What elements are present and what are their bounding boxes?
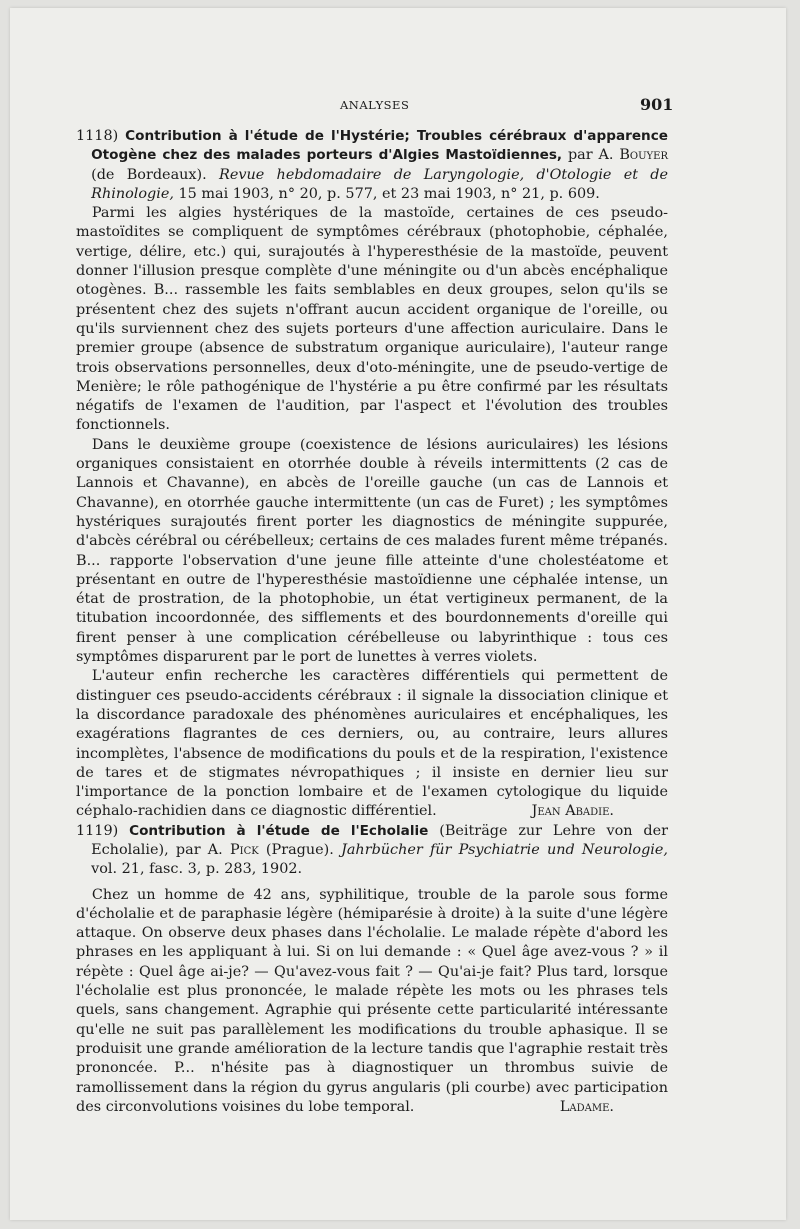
german-title: (Beiträge zur Lehre von der Echolalie), <box>91 822 668 858</box>
author-prefix: par A. <box>567 147 614 164</box>
paragraph-text: L'auteur enfin recherche les caractères différentiels qui permettent de distinguer ces pseudo-accidents cérébraux : il signale la dissociation clinique et la discordance paradoxale des phénomènes auriculaires et encéphaliques, les exagérations flagrantes de ces derniers, ou, au contraire, leurs allures incomplètes, l'absence de modifications du pouls et de la respiration, l'existence de tares et de stigmates névropathiques ; il insiste en dernier lieu sur l'importance de la ponction lombaire et de l'examen cytologique du liquide céphalo-rachidien dans ce diagnostic différentiel. <box>76 668 668 820</box>
author-prefix: par A. <box>175 841 223 858</box>
paragraph-text: Chez un homme de 42 ans, syphilitique, trouble de la parole sous forme d'écholalie et de paraphasie légère (hémiparésie à droite) à la suite d'une légère attaque. On observe deux phases dans l'écholalie. Le malade répète d'abord les phrases en les appliquant à lui. Si on lui demande : « Quel âge avez-vous ? » il répète : Quel âge ai-je? — Qu'avez-vous fait ? — Qu'ai-je fait? Plus tard, lorsque l'écholalie est plus prononcée, le malade répète les mots ou les phrases tels quels, sans changement. Agraphie qui présente cette particularité intéressante qu'elle ne suit pas parallèlement les modifications du trouble aphasique. Il se produisit une grande amélioration de la lecture tandis que l'agraphie restait très prononcée. P... n'hésite pas à diagnostiquer un thrombus suivie de ramollissement dans la région du gyrus angularis (pli courbe) avec participation des circonvolutions voisines du lobe temporal. <box>76 886 668 1115</box>
article-1118-heading <box>76 127 668 204</box>
paragraph <box>76 667 668 821</box>
journal-name: Jahrbücher für Psychiatrie und Neurologie, <box>341 841 668 858</box>
article-title: Contribution à l'étude de l'Echolalie <box>129 822 429 839</box>
page-number: 901 <box>640 95 674 114</box>
citation: vol. 21, fasc. 3, p. 283, 1902. <box>91 861 303 878</box>
author-name: Pick <box>229 841 259 858</box>
author-affiliation: (de Bordeaux). <box>91 166 207 183</box>
article-1119-heading <box>76 822 668 880</box>
article-number: 1118) <box>76 128 119 144</box>
article-1119 <box>76 822 668 1117</box>
page-header <box>0 95 800 117</box>
signature: Jean Abadie. <box>531 803 614 820</box>
running-head: ANALYSES <box>340 98 410 112</box>
paragraph: Dans le deuxième groupe (coexistence de lésions auriculaires) les lésions organiques consistaient en otorrhée double à réveils intermittents (2 cas de Lannois et Chavanne), en abcès de l'oreille gauche (un cas de Lannois et Chavanne), en otorrhée gauche intermittente (un cas de Furet) ; les symptômes hystériques surajoutés firent porter les diagnostics de méningite suppurée, d'abcès cérébral ou cérébelleux; certains de ces malades furent même trépanés. B... rapporte l'observation d'une jeune fille atteinte d'une cholestéatome et présentant en outre de l'hyperesthésie mastoïdienne une céphalée intense, un état de prostration, de la photophobie, un état vertigineux permanent, de la titubation incoordonnée, des sifflements et des bourdonnements d'oreille qui firent penser à une complication cérébelleuse ou labyrinthique : tous ces symptômes disparurent par le port de lunettes à verres violets. <box>76 436 668 666</box>
paragraph <box>76 886 668 1118</box>
journal-name: Revue hebdomadaire de Laryngologie, d'Otologie et de Rhinologie, <box>91 166 669 202</box>
citation: 15 mai 1903, n° 20, p. 577, et 23 mai 1903, n° 21, p. 609. <box>178 185 600 202</box>
author-name: Bouyer <box>619 147 668 164</box>
article-number: 1119) <box>76 822 119 839</box>
paragraph: Parmi les algies hystériques de la mastoïde, certaines de ces pseudo-mastoïdites se compliquent de symptômes cérébraux (photophobie, céphalée, vertige, délire, etc.) qui, surajoutés à l'hyperesthésie de la mastoïde, peuvent donner l'illusion presque complète d'une méningite ou d'un abcès encéphalique otogènes. B... rassemble les faits semblables en deux groupes, selon qu'ils se présentent chez des sujets n'offrant aucun accident organique de l'oreille, ou qu'ils surviennent chez des sujets porteurs d'une affection auriculaire. Dans le premier groupe (absence de substratum organique auriculaire), l'auteur range trois observations personnelles, deux d'oto-méningite, une de pseudo-vertige de Menière; le rôle pathogénique de l'hystérie a pu être confirmé par les résultats négatifs de l'examen de l'audition, par l'aspect et l'évolution des troubles fonctionnels. <box>76 205 668 434</box>
text-block <box>76 127 668 1117</box>
article-1118 <box>76 127 668 822</box>
author-affiliation: (Prague). <box>265 841 334 858</box>
article-title: Contribution à l'étude de l'Hystérie; Troubles cérébraux d'apparence Otogène chez des malades porteurs d'Algies Mastoïdiennes, <box>91 128 668 164</box>
signature: Ladame. <box>559 1098 614 1115</box>
